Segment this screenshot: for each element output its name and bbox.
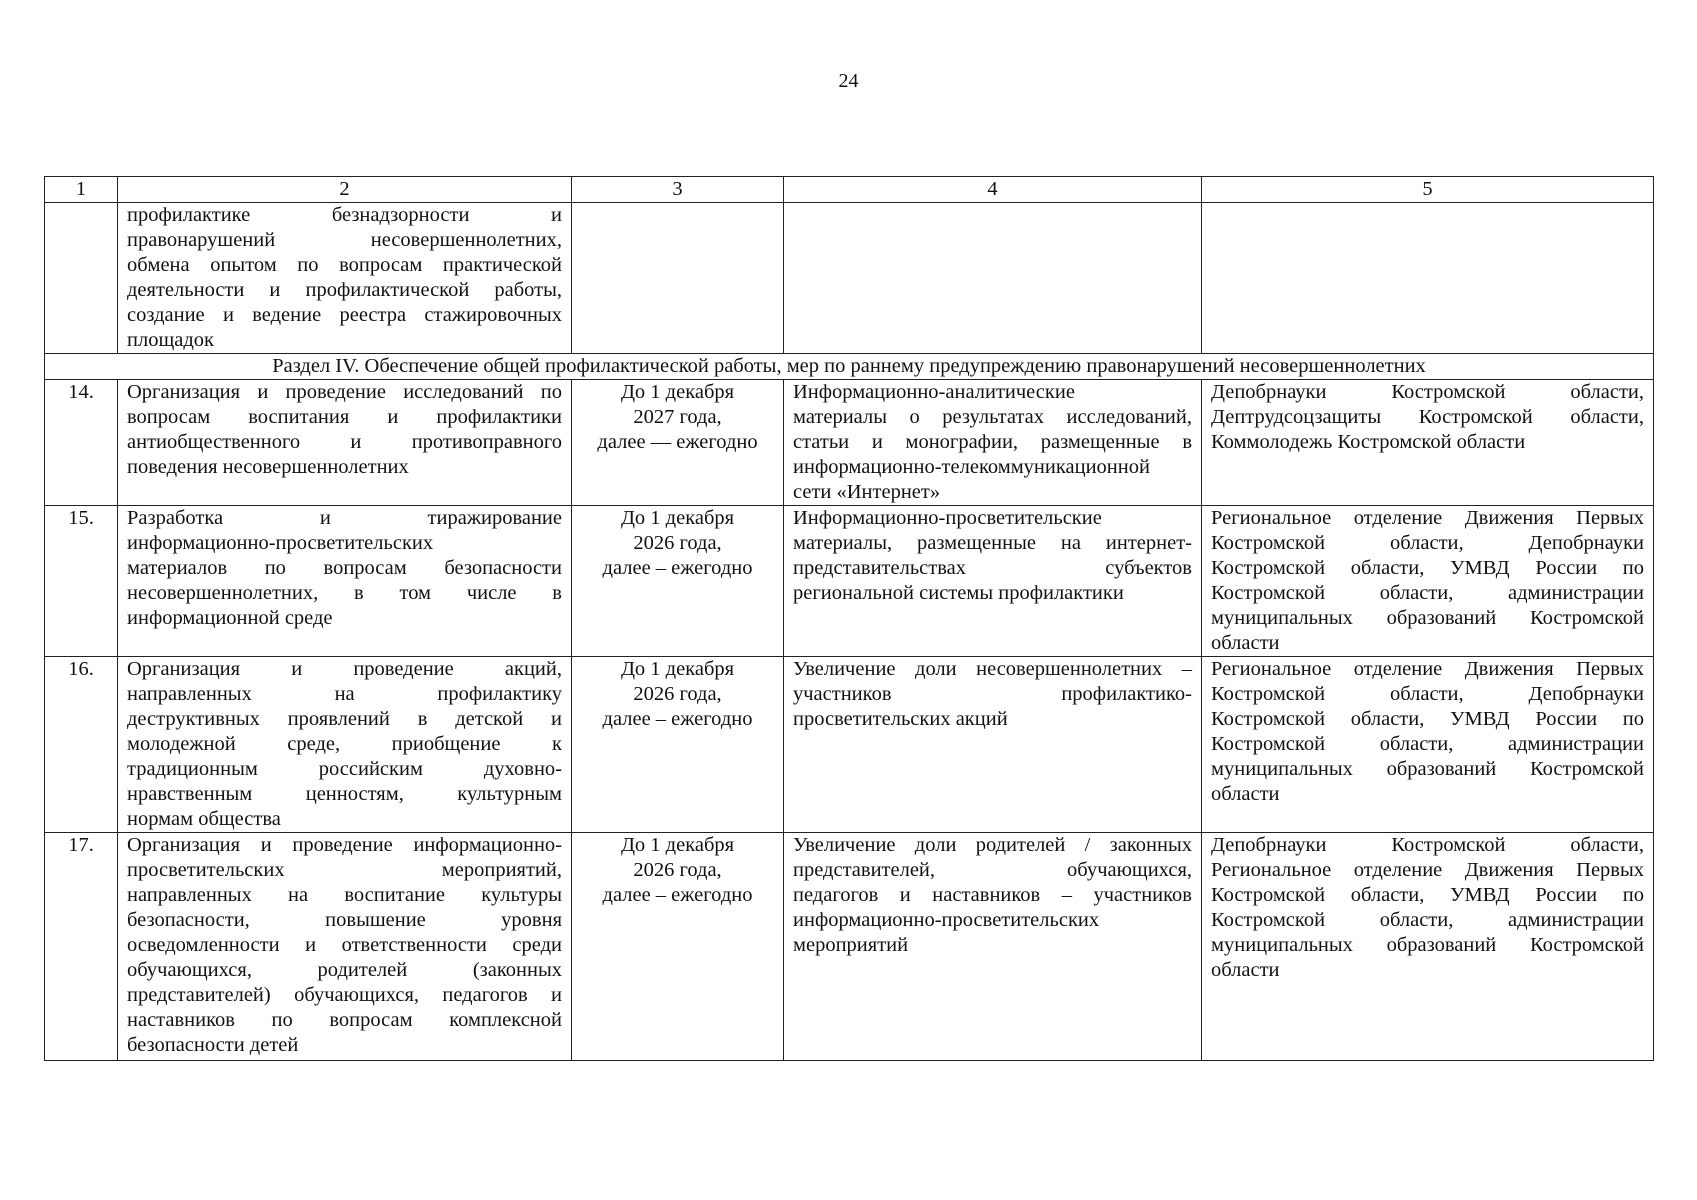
cell-line: Увеличение доли несовершеннолетних –: [793, 658, 1192, 680]
measure-description: [118, 833, 572, 1061]
cell-line: Региональное отделение Движения Первых: [1211, 859, 1644, 881]
cell-line: участников профилактико-: [793, 683, 1192, 705]
cell-line: муниципальных образований Костромской: [1211, 607, 1644, 629]
cell-line: Костромской области, Депобрнауки: [1211, 683, 1644, 705]
cell-line: обучающихся, родителей (законных: [127, 959, 562, 981]
expected-result: [784, 203, 1202, 354]
measure-description: [118, 380, 572, 506]
cell-line: Дептрудсоцзащиты Костромской области,: [1211, 406, 1644, 428]
continuation-row: [45, 203, 1654, 354]
row-number: 14.: [45, 380, 118, 506]
cell-line: профилактике безнадзорности и: [127, 204, 562, 226]
cell-line: безопасности детей: [127, 1034, 299, 1056]
row-number: [45, 203, 118, 354]
cell-line: направленных на профилактику: [127, 683, 562, 705]
cell-line: Организация и проведение акций,: [127, 658, 562, 680]
cell-line: Депобрнауки Костромской области,: [1211, 381, 1644, 403]
header-col-1: 1: [45, 177, 118, 203]
table-header-row: [45, 177, 1654, 203]
deadline: [572, 203, 784, 354]
cell-line: площадок: [127, 329, 214, 351]
deadline: [572, 833, 784, 1061]
cell-line: мероприятий: [793, 934, 909, 956]
cell-line: правонарушений несовершеннолетних,: [127, 229, 562, 251]
measures-table: [44, 176, 1654, 1061]
cell-line: Костромской области, администрации: [1211, 733, 1644, 755]
section-row: [45, 354, 1654, 380]
cell-line: региональной системы профилактики: [793, 582, 1124, 604]
cell-line: Региональное отделение Движения Первых: [1211, 507, 1644, 529]
cell-line: До 1 декабря: [620, 834, 735, 856]
cell-line: 2027 года,: [633, 406, 722, 428]
cell-line: Костромской области, администрации: [1211, 582, 1644, 604]
cell-line: Разработка и тиражирование: [127, 507, 562, 529]
cell-line: Костромской области, УМВД России по: [1211, 557, 1644, 579]
cell-line: области: [1211, 632, 1280, 654]
cell-line: материалы о результатах исследований,: [793, 406, 1192, 428]
section-title: Раздел IV. Обеспечение общей профилактической работы, мер по раннему предупреждению правонарушений несовершеннолетних: [45, 354, 1654, 380]
table-row: [45, 380, 1654, 506]
row-number: 16.: [45, 657, 118, 833]
cell-line: 2026 года,: [633, 532, 722, 554]
cell-line: далее – ежегодно: [602, 557, 753, 579]
responsible-executors: [1202, 380, 1654, 506]
cell-line: поведения несовершеннолетних: [127, 456, 409, 478]
cell-line: Информационно-аналитические: [793, 381, 1075, 403]
expected-result: [784, 833, 1202, 1061]
deadline: [572, 657, 784, 833]
table-row: [45, 506, 1654, 657]
cell-line: информационной среде: [127, 607, 333, 629]
deadline: [572, 380, 784, 506]
deadline: [572, 506, 784, 657]
cell-line: наставников по вопросам комплексной: [127, 1009, 562, 1031]
expected-result: [784, 506, 1202, 657]
cell-line: просветительских мероприятий,: [127, 859, 562, 881]
cell-line: муниципальных образований Костромской: [1211, 758, 1644, 780]
cell-line: педагогов и наставников – участников: [793, 884, 1192, 906]
cell-line: представителей, обучающихся,: [793, 859, 1192, 881]
cell-line: молодежной среде, приобщение к: [127, 733, 562, 755]
cell-line: материалы, размещенные на интернет-: [793, 532, 1192, 554]
cell-line: 2026 года,: [633, 859, 722, 881]
cell-line: далее – ежегодно: [602, 708, 753, 730]
cell-line: Региональное отделение Движения Первых: [1211, 658, 1644, 680]
measure-description: [118, 657, 572, 833]
table-row: [45, 833, 1654, 1061]
cell-line: Депобрнауки Костромской области,: [1211, 834, 1644, 856]
cell-line: антиобщественного и противоправного: [127, 431, 562, 453]
cell-line: представителей) обучающихся, педагогов и: [127, 984, 562, 1006]
cell-line: нормам общества: [127, 808, 281, 830]
responsible-executors: [1202, 506, 1654, 657]
row-number: 17.: [45, 833, 118, 1061]
cell-line: 2026 года,: [633, 683, 722, 705]
cell-line: далее – ежегодно: [602, 884, 753, 906]
measure-description: [118, 506, 572, 657]
cell-line: деятельности и профилактической работы,: [127, 279, 562, 301]
cell-line: нравственным ценностям, культурным: [127, 783, 562, 805]
responsible-executors: [1202, 203, 1654, 354]
cell-line: Костромской области, УМВД России по: [1211, 884, 1644, 906]
cell-line: сети «Интернет»: [793, 481, 941, 503]
cell-line: области: [1211, 959, 1280, 981]
header-col-4: 4: [784, 177, 1202, 203]
header-col-5: 5: [1202, 177, 1654, 203]
cell-line: направленных на воспитание культуры: [127, 884, 562, 906]
expected-result: [784, 380, 1202, 506]
cell-line: муниципальных образований Костромской: [1211, 934, 1644, 956]
page-number: 24: [838, 70, 859, 92]
cell-line: традиционным российским духовно-: [127, 758, 562, 780]
cell-line: Информационно-просветительские: [793, 507, 1102, 529]
cell-line: информационно-телекоммуникационной: [793, 456, 1150, 478]
cell-line: Организация и проведение информационно-: [127, 834, 562, 856]
cell-line: создание и ведение реестра стажировочных: [127, 304, 562, 326]
cell-line: информационно-просветительских: [127, 532, 434, 554]
cell-line: Костромской области, Депобрнауки: [1211, 532, 1644, 554]
cell-line: До 1 декабря: [620, 381, 735, 403]
cell-line: безопасности, повышение уровня: [127, 909, 562, 931]
cell-line: Коммолодежь Костромской области: [1211, 431, 1526, 453]
measure-description: [118, 203, 572, 354]
responsible-executors: [1202, 657, 1654, 833]
cell-line: статьи и монографии, размещенные в: [793, 431, 1192, 453]
cell-line: До 1 декабря: [620, 507, 735, 529]
header-col-3: 3: [572, 177, 784, 203]
cell-line: материалов по вопросам безопасности: [127, 557, 562, 579]
row-number: 15.: [45, 506, 118, 657]
cell-line: представительствах субъектов: [793, 557, 1192, 579]
responsible-executors: [1202, 833, 1654, 1061]
cell-line: вопросам воспитания и профилактики: [127, 406, 562, 428]
cell-line: До 1 декабря: [620, 658, 735, 680]
cell-line: обмена опытом по вопросам практической: [127, 254, 562, 276]
header-col-2: 2: [118, 177, 572, 203]
expected-result: [784, 657, 1202, 833]
cell-line: Костромской области, администрации: [1211, 909, 1644, 931]
cell-line: просветительских акций: [793, 708, 1008, 730]
table-row: [45, 657, 1654, 833]
cell-line: информационно-просветительских: [793, 909, 1100, 931]
cell-line: несовершеннолетних, в том числе в: [127, 582, 562, 604]
cell-line: далее — ежегодно: [597, 431, 758, 453]
cell-line: области: [1211, 783, 1280, 805]
cell-line: деструктивных проявлений в детской и: [127, 708, 562, 730]
cell-line: осведомленности и ответственности среди: [127, 934, 562, 956]
cell-line: Костромской области, УМВД России по: [1211, 708, 1644, 730]
cell-line: Увеличение доли родителей / законных: [793, 834, 1192, 856]
cell-line: Организация и проведение исследований по: [127, 381, 562, 403]
